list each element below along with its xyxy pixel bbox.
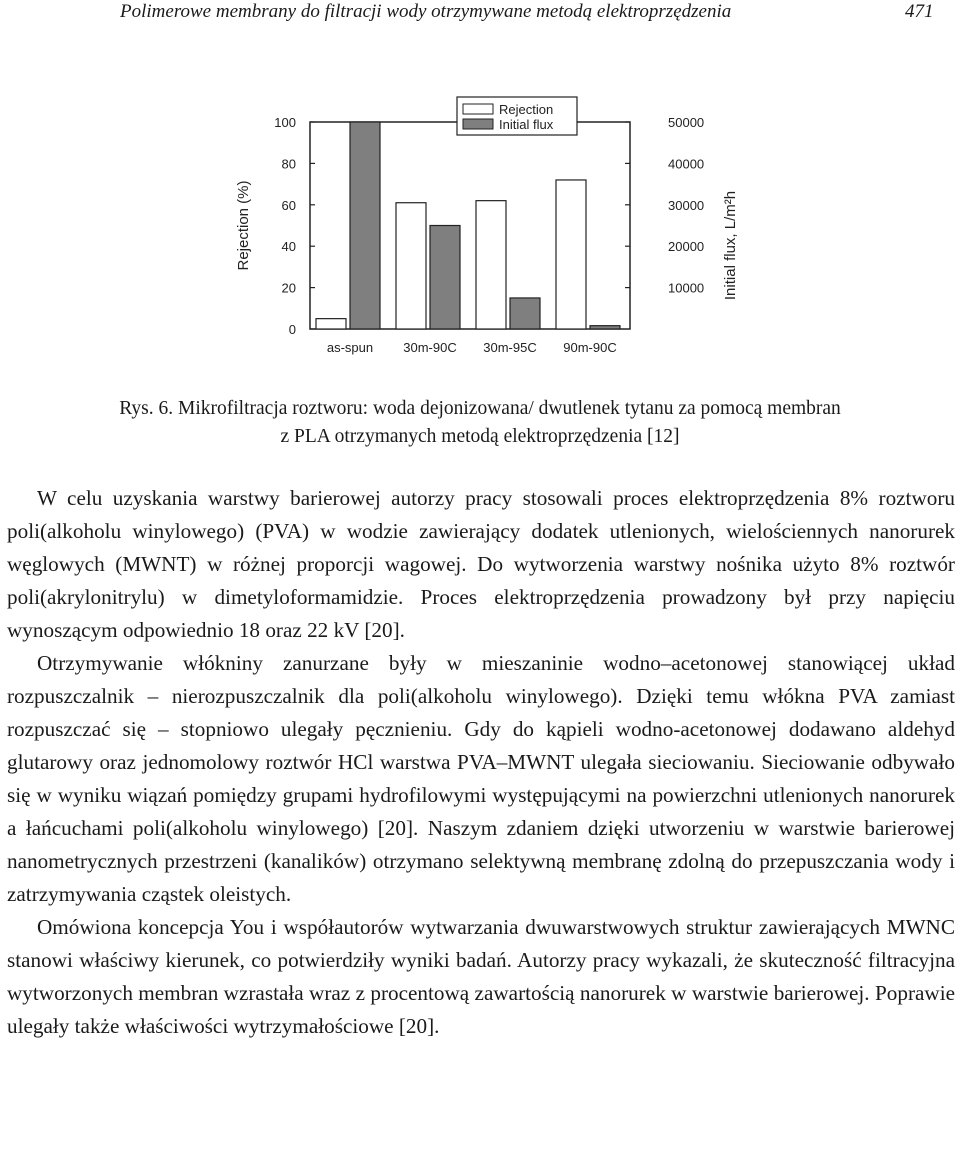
figure-caption (0, 395, 960, 451)
caption-line-2: z PLA otrzymanych metodą elektroprzędzenia [12] (280, 426, 680, 447)
y-tick-label: 100 (274, 115, 296, 130)
body-text (7, 482, 955, 1043)
chart-legend (457, 97, 577, 135)
legend-label: Initial flux (499, 117, 554, 132)
bar-rejection (396, 203, 426, 329)
y2-tick-label: 30000 (668, 197, 705, 213)
bar-initial-flux (590, 326, 620, 329)
y-tick-label: 40 (281, 239, 296, 255)
figure-chart (225, 92, 745, 360)
y-tick-label: 20 (281, 280, 296, 296)
bar-chart (225, 92, 745, 360)
bar-initial-flux (350, 122, 380, 329)
page-number: 471 (905, 1, 934, 22)
paragraph: Otrzymywanie włókniny zanurzane były w mieszaninie wodno–acetonowej stanowiącej układ rozpuszczalnik – nierozpuszczalnik dla poli(alkoholu winylowego). Dzięki temu włókna PVA zamiast rozpuszczać się – stopniowo ulegały pęcznieniu. Gdy do kąpieli wodno-acetonowej dodawano aldehyd glutarowy oraz jednomolowy roztwór HCl warstwa PVA–MWNT ulegała sieciowaniu. Sieciowanie odbywało się w wyniku wiązań pomiędzy grupami hydrofilowymi występującymi na powierzchni utlenionych nanorurek a łańcuchami poli(alkoholu winylowego) [20]. Naszym zdaniem dzięki utworzeniu w warstwie barierowej nanometrycznych przestrzeni (kanalików) otrzymano selektywną membranę zdolną do przepuszczania wody i zatrzymywania cząstek oleistych. (7, 651, 955, 906)
y2-tick-label: 10000 (668, 280, 705, 296)
bar-rejection (556, 180, 586, 329)
bar-rejection (476, 201, 506, 329)
y2-tick-label: 20000 (668, 239, 705, 255)
y2-tick-label: 40000 (668, 156, 705, 172)
running-title: Polimerowe membrany do filtracji wody otrzymywane metodą elektroprzędzenia (120, 1, 732, 22)
y2-axis-label: Initial flux, L/m²h (722, 190, 739, 301)
y-axis-label: Rejection (%) (235, 180, 252, 271)
y-tick-label: 80 (281, 156, 296, 172)
legend-label: Rejection (499, 102, 554, 117)
paragraph: W celu uzyskania warstwy barierowej autorzy pracy stosowali proces elektroprzędzenia 8% roztworu poli(alkoholu winylowego) (PVA) w wodzie zawierający dodatek utlenionych, wielościennych nanorurek węglowych (MWNT) w różnej proporcji wagowej. Do wytworzenia warstwy nośnika użyto 8% roztwór poli(akrylonitrylu) w dimetyloformamidzie. Proces elektroprzędzenia prowadzony był przy napięciu wynoszącym odpowiednio 18 oraz 22 kV [20]. (7, 486, 955, 642)
running-header (0, 0, 960, 30)
caption-line-1: Rys. 6. Mikrofiltracja roztworu: woda dejonizowana/ dwutlenek tytanu za pomocą membran (119, 398, 841, 419)
y-tick-label: 60 (281, 197, 296, 213)
legend-swatch (463, 119, 493, 129)
bar-initial-flux (430, 226, 460, 330)
x-tick-label: as-spun (326, 340, 374, 355)
x-tick-label: 30m-90C (403, 340, 457, 355)
chart-bars (316, 122, 620, 329)
x-tick-label: 90m-90C (563, 340, 617, 355)
x-tick-label: 30m-95C (483, 340, 537, 355)
y2-tick-label: 50000 (668, 115, 705, 130)
y-tick-label: 0 (288, 322, 296, 337)
bar-initial-flux (510, 298, 540, 329)
paragraph: Omówiona koncepcja You i współautorów wytwarzania dwuwarstwowych struktur zawierających MWNC stanowi właściwy kierunek, co potwierdziły wyniki badań. Autorzy pracy wykazali, że skuteczność filtracyjna wytworzonych membran wzrastała wraz z procentową zawartością nanorurek w warstwie barierowej. Poprawie ulegały także właściwości wytrzymałościowe [20]. (7, 915, 955, 1038)
bar-rejection (316, 319, 346, 329)
legend-swatch (463, 104, 493, 114)
